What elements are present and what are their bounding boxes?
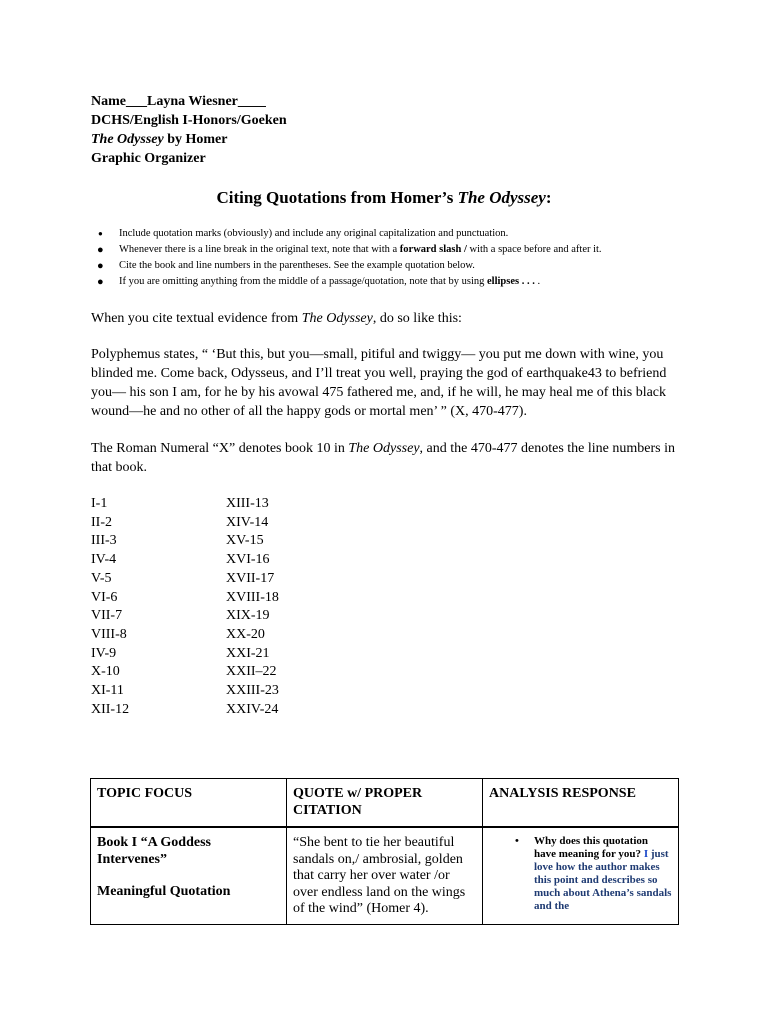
book-author: by Homer [163,132,228,147]
analysis-answer-start: I [641,848,649,860]
class-line: DCHS/English I-Honors/Goeken [91,113,287,128]
topic-cell[interactable] [91,827,287,924]
instruction-text: Include quotation marks (obviously) and include any original capitalization and punctuation. [119,228,509,239]
instruction-text: Whenever there is a line break in the original text, note that with a [119,244,400,255]
analysis-answer: just love how the author makes this point and describes so much about Athena’s sandals and the [534,848,672,912]
numeral-explanation [91,439,677,477]
numeral-item: XI-11 [91,683,124,699]
numeral-item: II-2 [91,514,112,530]
instruction-bold: forward slash / [399,244,467,255]
page-title [0,188,768,208]
numeral-item: XXII–22 [226,664,277,680]
numeral-item: VII-7 [91,608,123,624]
instruction-text: . [534,276,541,287]
analysis-cell[interactable] [483,827,679,924]
analysis-item [489,835,672,913]
book-title: The Odyssey [91,132,164,147]
bullet-icon: • [515,835,519,847]
numeral-item: IV-4 [91,552,117,568]
analysis-question: Why does this quotation have meaning for you? [534,835,649,860]
intro-text: , do so like this: [372,311,462,326]
instruction-bold: ellipses . . . [487,276,535,287]
explanation-italic: The Odyssey [348,441,420,456]
student-header [91,92,287,168]
numeral-item: I-1 [91,496,108,511]
numeral-item: XXIII-23 [226,683,279,699]
numeral-item: V-5 [91,570,112,586]
numeral-list-left [91,495,129,719]
numeral-item: XVIII-18 [226,589,279,605]
example-quotation: Polyphemus states, “ ‘But this, but you—small, pitiful and twiggy— you put me down with wine, you blinded me. Come back, Odysseus, and I’ll treat you well, praying the god of earthquake43 to befriend you— his son I am, for he by his avowal 475 fathered me, and, if he will, he may heal me of this black wound—he and no other of all the happy gods or mortal men’ ” (X, 470-477). [91,347,667,419]
citation-intro [91,309,691,328]
numeral-item: XXIV-24 [226,701,279,717]
explanation-text: , and the 470-477 denotes the line numbers in that book. [91,441,675,475]
numeral-item: XIII-13 [226,496,269,511]
numeral-item: XV-15 [226,533,264,549]
instruction-text: If you are omitting anything from the middle of a passage/quotation, note that by using [119,276,488,287]
title-suffix: : [545,188,552,207]
topic-book: Book I “A Goddess Intervenes” [97,835,211,867]
numeral-item: X-10 [91,664,120,680]
instruction-item [97,242,737,258]
spacer [97,868,280,884]
numeral-item: XVII-17 [226,570,275,586]
numeral-item: XX-20 [226,626,265,642]
intro-italic: The Odyssey [301,311,373,326]
numeral-item: IV-9 [91,645,117,661]
graphic-organizer-table [90,778,679,925]
table-header-row [91,779,679,828]
numeral-item: XIX-19 [226,608,270,624]
numeral-item: VI-6 [91,589,118,605]
instruction-item [97,274,737,290]
explanation-text: The Roman Numeral “X” denotes book 10 in [91,441,349,456]
student-name-line: Name___Layna Wiesner____ [91,94,266,109]
numeral-item: XII-12 [91,701,130,717]
title-italic: The Odyssey [457,188,546,207]
numeral-item: XIV-14 [226,514,269,530]
quote-cell[interactable] [287,827,483,924]
table-row [91,827,679,924]
numeral-item: III-3 [91,533,117,549]
instruction-text: Cite the book and line numbers in the parentheses. See the example quotation below. [119,260,475,271]
bullet-icon: ● [97,260,104,272]
numeral-item: XVI-16 [226,552,270,568]
instruction-text: with a space before and after it. [466,244,602,255]
bullet-icon: ● [97,244,104,256]
instruction-item [97,258,737,274]
bullet-icon: ● [98,229,103,238]
bullet-icon: ● [97,276,104,288]
instruction-item [97,226,737,242]
quote-text: “She bent to tie her beautiful sandals on,/ ambrosial, golden that carry her over water /or over endless land on the wings of the wind” (Homer 4). [293,835,466,916]
header-quote: QUOTE w/ PROPER CITATION [287,779,483,828]
instruction-list [97,226,737,290]
book-line [91,130,287,149]
document-type-line: Graphic Organizer [91,151,206,166]
header-analysis: ANALYSIS RESPONSE [483,779,679,828]
numeral-list-right [226,495,279,719]
topic-label: Meaningful Quotation [97,884,231,899]
header-topic-focus: TOPIC FOCUS [91,779,287,828]
numeral-item: XXI-21 [226,645,270,661]
intro-text: When you cite textual evidence from [91,311,302,326]
numeral-item: VIII-8 [91,626,127,642]
title-prefix: Citing Quotations from Homer’s [216,188,458,207]
